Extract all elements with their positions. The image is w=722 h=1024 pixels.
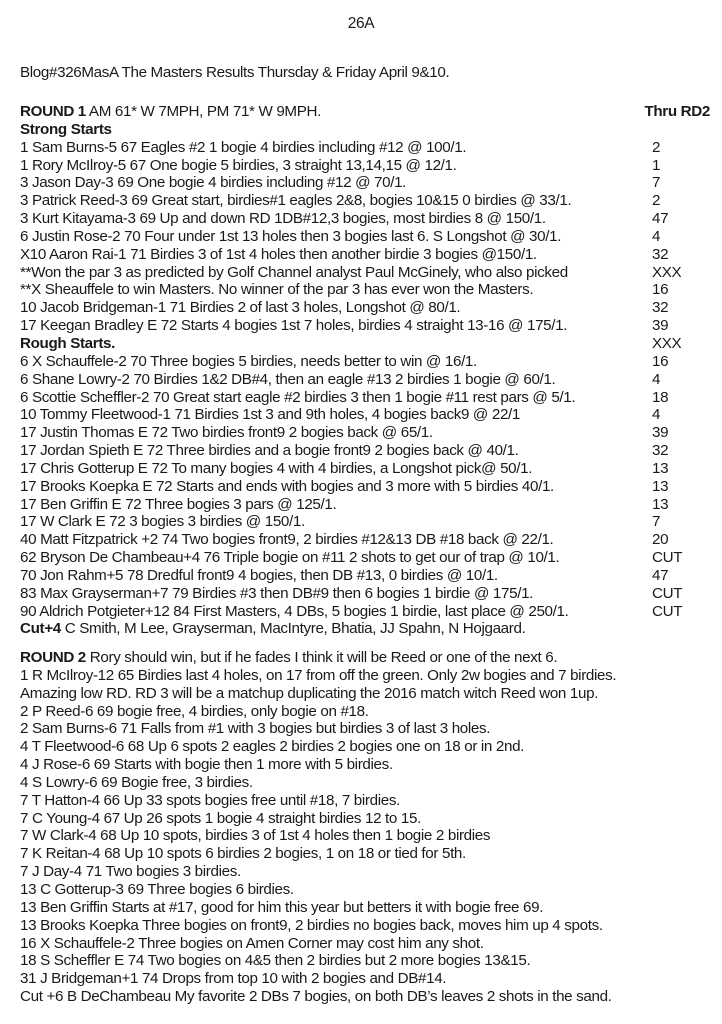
round-2-header bbox=[20, 649, 710, 667]
result-row bbox=[20, 603, 710, 621]
thru-rd2-value: 47 bbox=[652, 210, 669, 228]
round-1-header bbox=[20, 103, 710, 121]
result-text: 7 C Young-4 67 Up 26 spots 1 bogie 4 straight birdies 12 to 15. bbox=[20, 809, 421, 827]
thru-rd2-value: 13 bbox=[652, 495, 669, 513]
result-text: 1 Rory McIlroy-5 67 One bogie 5 birdies, 3 straight 13,14,15 @ 12/1. bbox=[20, 156, 457, 174]
result-row bbox=[20, 299, 710, 317]
thru-rd2-value: 18 bbox=[652, 388, 669, 406]
thru-rd2-value: CUT bbox=[652, 584, 683, 602]
result-row bbox=[20, 353, 710, 371]
result-row bbox=[20, 567, 710, 585]
result-row bbox=[20, 935, 710, 953]
result-text: 10 Jacob Bridgeman-1 71 Birdies 2 of last 3 holes, Longshot @ 80/1. bbox=[20, 299, 461, 317]
result-row bbox=[20, 774, 710, 792]
result-row bbox=[20, 424, 710, 442]
result-text: 7 K Reitan-4 68 Up 10 spots 6 birdies 2 bogies, 1 on 18 or tied for 5th. bbox=[20, 845, 466, 863]
result-text: 2 Sam Burns-6 71 Falls from #1 with 3 bogies but birdies 3 of last 3 holes. bbox=[20, 720, 491, 738]
round-1-conditions: AM 61* W 7MPH, PM 71* W 9MPH. bbox=[85, 103, 321, 120]
result-text: 13 Ben Griffin Starts at #17, good for him this year but betters it with bogie free 69. bbox=[20, 898, 544, 916]
result-text: 3 Patrick Reed-3 69 Great start, birdies#1 eagles 2&8, bogies 10&15 0 birdies @ 33/1. bbox=[20, 192, 572, 210]
thru-rd2-value: CUT bbox=[652, 549, 683, 567]
result-text: 13 C Gotterup-3 69 Three bogies 6 birdies. bbox=[20, 880, 294, 898]
thru-rd2-value: 2 bbox=[652, 138, 661, 156]
strong-starts-list bbox=[20, 139, 710, 335]
thru-rd2-value: 39 bbox=[652, 424, 669, 442]
result-row bbox=[20, 899, 710, 917]
result-row bbox=[20, 585, 710, 603]
result-row bbox=[20, 281, 710, 299]
result-text: 6 Justin Rose-2 70 Four under 1st 13 holes then 3 bogies last 6. S Longshot @ 30/1. bbox=[20, 227, 562, 245]
result-row bbox=[20, 756, 710, 774]
thru-rd2-value: 13 bbox=[652, 477, 669, 495]
thru-rd2-value: 16 bbox=[652, 281, 669, 299]
thru-rd2-value: 32 bbox=[652, 299, 669, 317]
result-text: 1 R McIlroy-12 65 Birdies last 4 holes, on 17 from off the green. Only 2w bogies and 7 birdies. bbox=[20, 666, 617, 684]
result-text: 17 Jordan Spieth E 72 Three birdies and a bogie front9 2 bogies back @ 40/1. bbox=[20, 442, 519, 460]
result-row bbox=[20, 317, 710, 335]
result-text: 17 Brooks Koepka E 72 Starts and ends with bogies and 3 more with 5 birdies 40/1. bbox=[20, 477, 554, 495]
page-number: 26A bbox=[347, 15, 375, 32]
result-text: 1 Sam Burns-5 67 Eagles #2 1 bogie 4 birdies including #12 @ 100/1. bbox=[20, 138, 467, 156]
result-row bbox=[20, 881, 710, 899]
cut-players: C Smith, M Lee, Grayserman, MacIntyre, Bhatia, JJ Spahn, N Hojgaard. bbox=[60, 620, 526, 638]
result-row bbox=[20, 810, 710, 828]
result-row bbox=[20, 228, 710, 246]
thru-rd2-value: CUT bbox=[652, 602, 683, 620]
result-text: 10 Tommy Fleetwood-1 71 Birdies 1st 3 and 9th holes, 4 bogies back9 @ 22/1 bbox=[20, 406, 521, 424]
round-2-list bbox=[20, 667, 710, 1006]
thru-rd2-value: 39 bbox=[652, 317, 669, 335]
thru-rd2-value: 1 bbox=[652, 156, 661, 174]
result-row bbox=[20, 720, 710, 738]
thru-rd2-value: 7 bbox=[652, 174, 661, 192]
result-text: 83 Max Grayserman+7 79 Birdies #3 then DB#9 then 6 bogies 1 birdie @ 175/1. bbox=[20, 584, 534, 602]
result-row bbox=[20, 917, 710, 935]
result-row bbox=[20, 460, 710, 478]
result-row bbox=[20, 389, 710, 407]
thru-rd2-value: 32 bbox=[652, 442, 669, 460]
result-row bbox=[20, 246, 710, 264]
result-row bbox=[20, 667, 710, 685]
result-row bbox=[20, 157, 710, 175]
thru-rd2-column-header: Thru RD2 bbox=[644, 103, 710, 120]
result-row bbox=[20, 549, 710, 567]
rough-starts-header bbox=[20, 335, 710, 353]
result-row bbox=[20, 863, 710, 881]
thru-rd2-value: XXX bbox=[652, 263, 682, 281]
result-text: 3 Kurt Kitayama-3 69 Up and down RD 1DB#12,3 bogies, most birdies 8 @ 150/1. bbox=[20, 210, 546, 228]
result-text: 17 Justin Thomas E 72 Two birdies front9 2 bogies back @ 65/1. bbox=[20, 424, 433, 442]
result-row bbox=[20, 192, 710, 210]
result-text: 2 P Reed-6 69 bogie free, 4 birdies, only bogie on #18. bbox=[20, 702, 369, 720]
result-row bbox=[20, 496, 710, 514]
result-text: 18 S Scheffler E 74 Two bogies on 4&5 then 2 birdies but 2 more bogies 13&15. bbox=[20, 952, 531, 970]
result-row bbox=[20, 738, 710, 756]
result-row bbox=[20, 970, 710, 988]
thru-rd2-value: 13 bbox=[652, 459, 669, 477]
cut-label: Cut+4 bbox=[20, 620, 61, 638]
result-text: 4 T Fleetwood-6 68 Up 6 spots 2 eagles 2 birdies 2 bogies one on 18 or in 2nd. bbox=[20, 738, 525, 756]
result-row bbox=[20, 478, 710, 496]
result-row bbox=[20, 442, 710, 460]
result-text: 7 T Hatton-4 66 Up 33 spots bogies free until #18, 7 birdies. bbox=[20, 791, 400, 809]
thru-rd2-value: 7 bbox=[652, 513, 661, 531]
result-text: 17 Ben Griffin E 72 Three bogies 3 pars @ 125/1. bbox=[20, 495, 337, 513]
thru-rd2-value: 4 bbox=[652, 406, 661, 424]
result-text: 6 X Schauffele-2 70 Three bogies 5 birdies, needs better to win @ 16/1. bbox=[20, 352, 477, 370]
result-row bbox=[20, 845, 710, 863]
result-text: 7 J Day-4 71 Two bogies 3 birdies. bbox=[20, 863, 241, 881]
result-text: Amazing low RD. RD 3 will be a matchup duplicating the 2016 match witch Reed won 1up. bbox=[20, 684, 599, 702]
result-text: **Won the par 3 as predicted by Golf Channel analyst Paul McGinely, who also picked bbox=[20, 263, 568, 281]
result-text: 17 W Clark E 72 3 bogies 3 birdies @ 150/1. bbox=[20, 513, 305, 531]
result-text: **X Sheauffele to win Masters. No winner of the par 3 has ever won the Masters. bbox=[20, 281, 534, 299]
result-text: 6 Shane Lowry-2 70 Birdies 1&2 DB#4, then an eagle #13 2 birdies 1 bogie @ 60/1. bbox=[20, 370, 556, 388]
thru-rd2-value: 16 bbox=[652, 352, 669, 370]
result-text: 62 Bryson De Chambeau+4 76 Triple bogie on #11 2 shots to get our of trap @ 10/1. bbox=[20, 549, 560, 567]
result-text: 40 Matt Fitzpatrick +2 74 Two bogies front9, 2 birdies #12&13 DB #18 back @ 22/1. bbox=[20, 531, 554, 549]
thru-rd2-value: 32 bbox=[652, 245, 669, 263]
result-row bbox=[20, 406, 710, 424]
result-text: 6 Scottie Scheffler-2 70 Great start eagle #2 birdies 3 then 1 bogie #11 rest pars @ 5/1. bbox=[20, 388, 576, 406]
strong-starts-header bbox=[20, 121, 710, 139]
result-row bbox=[20, 952, 710, 970]
strong-starts-label: Strong Starts bbox=[20, 120, 112, 138]
result-row bbox=[20, 264, 710, 282]
result-row bbox=[20, 371, 710, 389]
result-text: 4 J Rose-6 69 Starts with bogie then 1 more with 5 birdies. bbox=[20, 756, 393, 774]
thru-rd2-value: 20 bbox=[652, 531, 669, 549]
result-text: 13 Brooks Koepka Three bogies on front9, 2 birdies no bogies back, moves him up 4 spots. bbox=[20, 916, 603, 934]
result-row bbox=[20, 792, 710, 810]
cut-line bbox=[20, 620, 710, 638]
result-text: 17 Keegan Bradley E 72 Starts 4 bogies 1st 7 holes, birdies 4 straight 13-16 @ 175/1. bbox=[20, 317, 568, 335]
result-row bbox=[20, 827, 710, 845]
result-text: 90 Aldrich Potgieter+12 84 First Masters, 4 DBs, 5 bogies 1 birdie, last place @ 250/1. bbox=[20, 602, 569, 620]
round-1-label: ROUND 1 bbox=[20, 103, 86, 120]
rough-starts-list bbox=[20, 353, 710, 621]
result-text: 70 Jon Rahm+5 78 Dredful front9 4 bogies, then DB #13, 0 birdies @ 10/1. bbox=[20, 566, 498, 584]
result-row bbox=[20, 174, 710, 192]
result-row bbox=[20, 685, 710, 703]
cut-text-container bbox=[20, 620, 525, 638]
round-2-label: ROUND 2 bbox=[20, 649, 86, 666]
result-text: X10 Aaron Rai-1 71 Birdies 3 of 1st 4 holes then another birdie 3 bogies @150/1. bbox=[20, 245, 537, 263]
round-2-intro: Rory should win, but if he fades I think it will be Reed or one of the next 6. bbox=[85, 649, 558, 666]
rough-starts-thru: XXX bbox=[652, 334, 682, 352]
result-text: 3 Jason Day-3 69 One bogie 4 birdies including #12 @ 70/1. bbox=[20, 174, 407, 192]
thru-rd2-value: 2 bbox=[652, 192, 661, 210]
round-1-heading bbox=[20, 103, 321, 121]
round-1-section bbox=[20, 103, 710, 638]
result-text: 4 S Lowry-6 69 Bogie free, 3 birdies. bbox=[20, 773, 253, 791]
thru-rd2-value: 47 bbox=[652, 566, 669, 584]
result-text: 7 W Clark-4 68 Up 10 spots, birdies 3 of 1st 4 holes then 1 bogie 2 birdies bbox=[20, 827, 491, 845]
result-text: 16 X Schauffele-2 Three bogies on Amen Corner may cost him any shot. bbox=[20, 934, 484, 952]
document-title: Blog#326MasA The Masters Results Thursday & Friday April 9&10. bbox=[20, 64, 450, 81]
result-row bbox=[20, 703, 710, 721]
result-row bbox=[20, 513, 710, 531]
result-row bbox=[20, 988, 710, 1006]
result-text: 17 Chris Gotterup E 72 To many bogies 4 with 4 birdies, a Longshot pick@ 50/1. bbox=[20, 459, 533, 477]
thru-rd2-value: 4 bbox=[652, 370, 661, 388]
result-text: Cut +6 B DeChambeau My favorite 2 DBs 7 bogies, on both DB’s leaves 2 shots in the sand. bbox=[20, 988, 612, 1006]
result-row bbox=[20, 531, 710, 549]
result-row bbox=[20, 139, 710, 157]
round-2-section bbox=[20, 649, 710, 1006]
result-row bbox=[20, 210, 710, 228]
round-2-heading bbox=[20, 649, 557, 667]
thru-rd2-value: 4 bbox=[652, 227, 661, 245]
result-text: 31 J Bridgeman+1 74 Drops from top 10 with 2 bogies and DB#14. bbox=[20, 970, 447, 988]
rough-starts-label: Rough Starts. bbox=[20, 334, 116, 352]
